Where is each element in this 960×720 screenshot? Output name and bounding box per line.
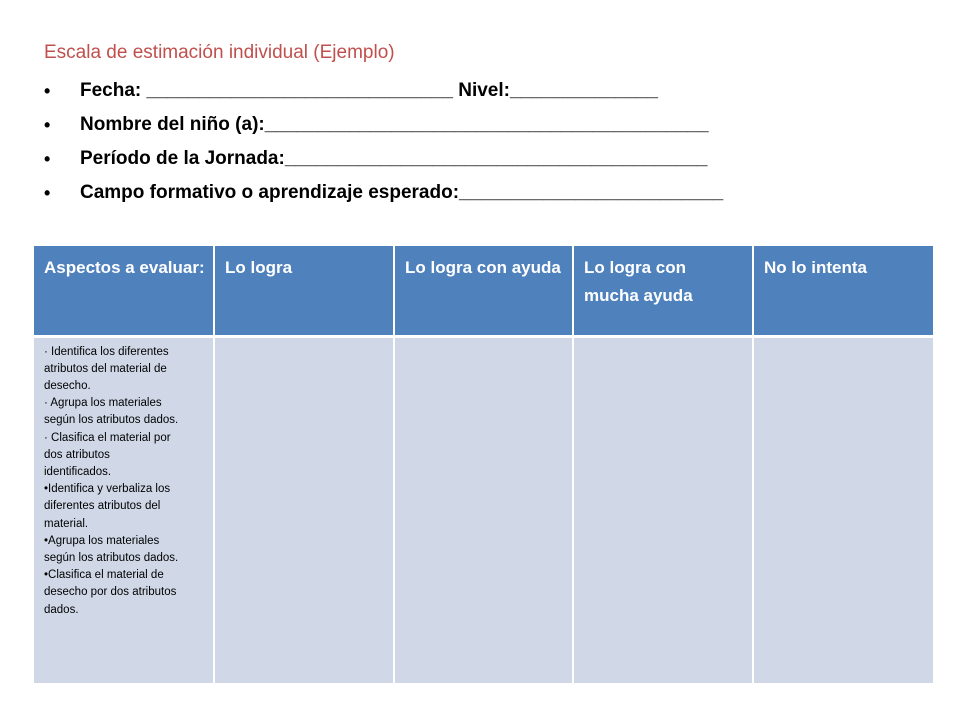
aspects-cell [34,336,214,683]
table-row [34,336,933,683]
form-fields-list [44,78,723,214]
aspect-line: desecho. [44,379,91,392]
cell-lo-logra-con-ayuda[interactable] [394,336,573,683]
field-nombre [44,112,723,146]
field-campo-formativo-text: Campo formativo o aprendizaje esperado:_________________________ [80,182,724,203]
aspect-line: atributos del material de [44,362,167,375]
aspect-line: · Identifica los diferentes [44,345,169,358]
header-aspectos: Aspectos a evaluar: [34,246,214,336]
field-nombre-text: Nombre del niño (a):__________________________________________ [80,114,709,135]
aspect-line: •Identifica y verbaliza los [44,483,171,496]
field-campo-formativo [44,180,723,214]
header-lo-logra-con-ayuda: Lo logra con ayuda [394,246,573,336]
evaluation-table [34,246,933,683]
table-header-row [34,246,933,336]
cell-no-lo-intenta[interactable] [753,336,933,683]
bullet-icon: • [44,115,51,135]
aspect-line: · Agrupa los materiales [44,397,162,410]
aspect-line: •Clasifica el material de [44,569,164,582]
field-periodo-text: Período de la Jornada:________________________________________ [80,148,708,169]
field-periodo [44,146,723,180]
aspect-line: desecho por dos atributos [44,586,177,599]
aspect-line: •Agrupa los materiales [44,534,160,547]
aspect-line: dos atributos [44,448,110,461]
cell-lo-logra[interactable] [214,336,394,683]
bullet-icon: • [44,81,51,101]
bullet-icon: • [44,183,51,203]
aspect-line: material. [44,517,89,530]
aspect-line: · Clasifica el material por [44,431,171,444]
field-fecha-nivel-text: Fecha: _____________________________ Nivel:______________ [80,80,658,101]
aspect-line: identificados. [44,465,112,478]
header-lo-logra-con-mucha-ayuda: Lo logra con mucha ayuda [573,246,753,336]
aspect-line: según los atributos dados. [44,551,179,564]
field-fecha-nivel [44,78,723,112]
document-title: Escala de estimación individual (Ejemplo) [44,42,395,63]
cell-lo-logra-con-mucha-ayuda[interactable] [573,336,753,683]
aspect-line: diferentes atributos del [44,500,161,513]
bullet-icon: • [44,149,51,169]
header-lo-logra: Lo logra [214,246,394,336]
header-no-lo-intenta: No lo intenta [753,246,933,336]
aspect-line: según los atributos dados. [44,414,179,427]
aspect-line: dados. [44,603,79,616]
